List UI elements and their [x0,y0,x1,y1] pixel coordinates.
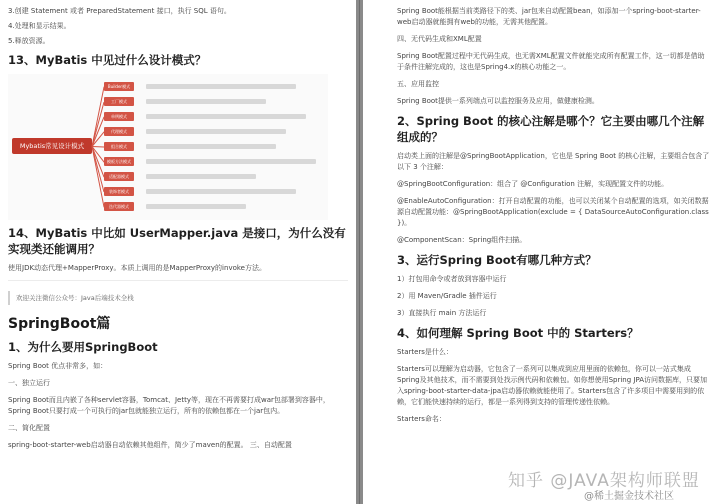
para-starters-naming: Starters命名： [397,415,446,423]
heading-springboot: SpringBoot篇 [8,316,111,332]
para-independent: 一、独立运行 [8,379,50,387]
para-process: 4.处理和显示结果。 [8,22,71,30]
mindmap-description [146,84,296,89]
mindmap-root: Mybatis常见设计模式 [12,138,92,154]
heading-core-annotation: 2、Spring Boot 的核心注解是哪个？它主要由哪几个注解组成的？ [397,114,705,144]
heading-run-ways: 3、运行Spring Boot有哪几种方式？ [397,253,597,267]
heading-why-springboot: 1、为什么要用SpringBoot [8,340,158,354]
para-release: 5.释放资源。 [8,37,50,45]
juejin-watermark: @稀土掘金技术社区 [584,491,674,502]
para-starters-what: Starters是什么： [397,348,453,356]
mindmap-node: 组合模式 [104,142,134,151]
run-way-3: 3）直接执行 main 方法运行 [397,309,487,317]
para-monitor-title: 五、应用监控 [397,80,439,88]
para-embedded: Spring Boot而且内嵌了各种servlet容器，Tomcat、Jetty等，现在不再需要打成war包部署到容器中，Spring Boot只要打成一个可执行的jar包就能独立运行，所有的依赖包都在一个jar包内。 [8,396,330,415]
mindmap-node: 单例模式 [104,112,134,121]
zhihu-watermark: 知乎 @JAVA架构师联盟 [508,471,700,491]
mindmap-description [146,204,246,209]
para-starters: Starters可以理解为启动器，它包含了一系列可以集成到应用里面的依赖包，你可以一站式集成 Spring及其他技术，而不需要到处找示例代码和依赖包。如你想使用Spring JPA访问数据库，只要加入spring-boot-starter-data-jpa启动器依赖就能使用了。Starters包含了许多项目中需要用到的依赖，它们能快速持续的运行，都是一系列得到支持的管理传递性依赖。 [397,365,708,406]
para-mapper: 使用JDK动态代理+MapperProxy。本质上调用的是MapperProxy的invoke方法。 [8,264,266,272]
mindmap-description [146,174,256,179]
para-no-xml-title: 四、无代码生成和XML配置 [397,35,482,43]
mindmap-description [146,144,276,149]
heading-design-patterns: 13、MyBatis 中见过什么设计模式？ [8,53,207,67]
mindmap-description [146,129,286,134]
para-enable-auto: @EnableAutoConfiguration：打开自动配置的功能，也可以关闭某个自动配置的选项，如关闭数据源自动配置功能：@SpringBootApplication(exclude = { DataSourceAutoConfiguration.class })。 [397,197,709,227]
heading-mapper: 14、MyBatis 中比如 UserMapper.java 是接口，为什么没有实现类还能调用？ [8,226,346,256]
para-component-scan: @ComponentScan：Spring组件扫描。 [397,236,527,244]
left-page [0,0,356,504]
para-starter-web: spring-boot-starter-web启动器自动依赖其他组件，简少了maven的配置。 三、自动配置 [8,441,292,449]
mindmap-node: 适配器模式 [104,172,134,181]
run-way-2: 2）用 Maven/Gradle 插件运行 [397,292,497,300]
mindmap-node: 装饰者模式 [104,187,134,196]
para-boot-config: @SpringBootConfiguration：组合了 @Configuration 注解，实现配置文件的功能。 [397,180,669,188]
para-core: 启动类上面的注解是@SpringBootApplication，它也是 Spring Boot 的核心注解，主要组合包含了以下 3 个注解： [397,152,710,171]
mindmap-description [146,114,306,119]
para-sql: 3.创建 Statement 或者 PreparedStatement 接口，执行 SQL 语句。 [8,7,231,15]
mindmap-node: 迭代器模式 [104,202,134,211]
right-page [363,0,720,504]
mindmap-node: 代理模式 [104,127,134,136]
para-advantages: Spring Boot 优点非常多，如： [8,362,108,370]
follow-quote: 欢迎关注微信公众号：Java后端技术全栈 [8,291,348,305]
mindmap-node: 模板方法模式 [104,157,134,166]
mindmap-node: Builder模式 [104,82,134,91]
mindmap-figure [8,74,328,220]
page-gutter [356,0,363,504]
para-simplify: 二、简化配置 [8,424,50,432]
para-auto-config: Spring Boot能根据当前类路径下的类、jar包来自动配置bean，如添加一个spring-boot-starter-web启动器就能拥有web的功能，无需其他配置。 [397,7,701,26]
para-no-xml: Spring Boot配置过程中无代码生成，也无需XML配置文件就能完成所有配置工作，这一切都是借助于条件注解完成的，这也是Spring4.x的核心功能之一。 [397,52,705,71]
heading-starters: 4、如何理解 Spring Boot 中的 Starters？ [397,326,639,340]
mindmap-description [146,159,316,164]
mindmap-description [146,189,296,194]
mindmap-description [146,99,266,104]
run-way-1: 1）打包用命令或者放到容器中运行 [397,275,507,283]
mindmap-node: 工厂模式 [104,97,134,106]
para-monitor: Spring Boot提供一系列端点可以监控服务及应用，做健康检测。 [397,97,599,105]
divider [8,280,348,281]
